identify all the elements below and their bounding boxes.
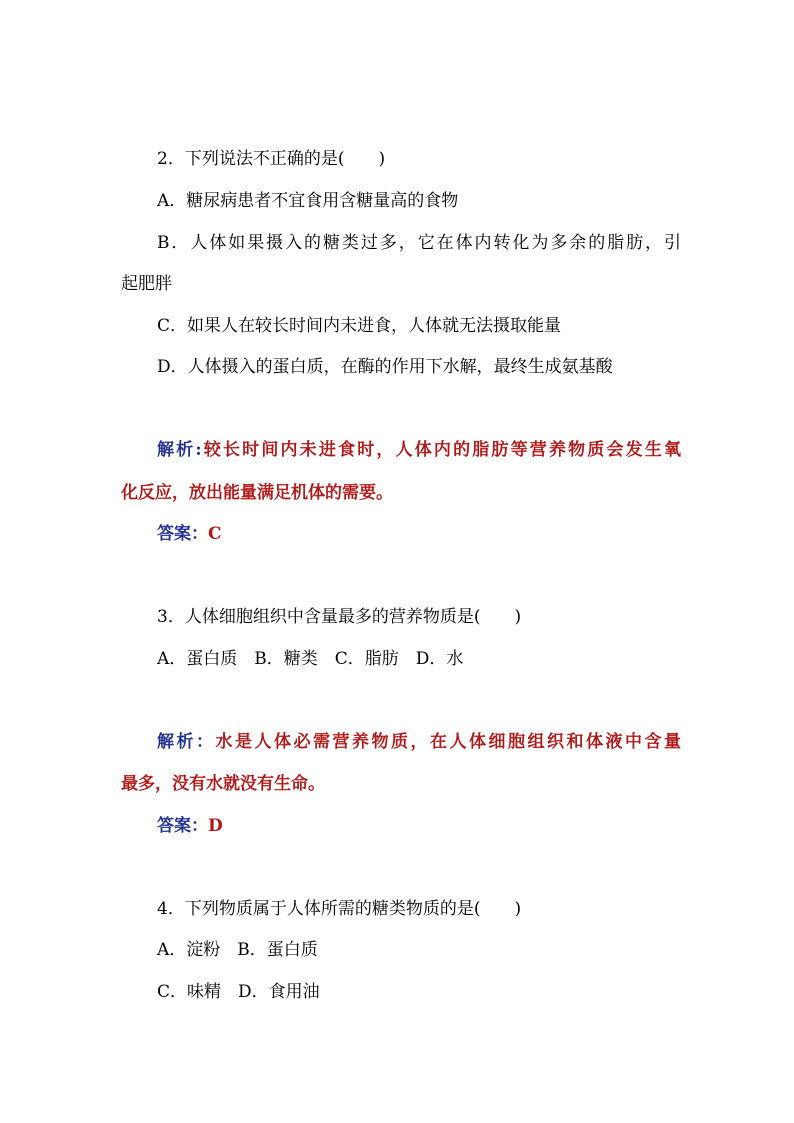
question-2-option-a: A．糖尿病患者不宜食用含糖量高的食物 (157, 191, 459, 211)
analysis-text-line-1: 水是人体必需营养物质，在人体细胞组织和体液中含量 (215, 732, 681, 752)
question-2-analysis-line-2: 化反应，放出能量满足机体的需要。 (121, 483, 393, 503)
question-3-options: A．蛋白质 B．糖类 C．脂肪 D．水 (157, 649, 464, 669)
question-2-option-b: B．人体如果摄入的糖类过多，它在体内转化为多余的脂肪，引 (157, 233, 681, 253)
question-2-option-b-continued: 起肥胖 (121, 274, 172, 294)
answer-label: 答案： (157, 524, 208, 544)
question-2-stem: 2．下列说法不正确的是( ) (157, 149, 386, 169)
answer-value: D (208, 816, 223, 836)
question-2-option-d: D．人体摄入的蛋白质，在酶的作用下水解，最终生成氨基酸 (157, 357, 613, 377)
answer-label: 答案： (157, 816, 208, 836)
answer-value: C (208, 524, 222, 544)
question-4-options-line-2: C．味精 D．食用油 (157, 982, 320, 1002)
analysis-label: 解析: (157, 440, 202, 460)
question-3-analysis (157, 731, 681, 753)
question-3-analysis-line-2: 最多，没有水就没有生命。 (121, 774, 325, 794)
question-2-answer (157, 523, 717, 545)
analysis-label: 解析： (157, 732, 216, 752)
question-2-option-c: C．如果人在较长时间内未进食，人体就无法摄取能量 (157, 316, 562, 336)
analysis-text-line-1: 较长时间内未进食时，人体内的脂肪等营养物质会发生氧 (201, 440, 681, 460)
question-3-stem: 3．人体细胞组织中含量最多的营养物质是( ) (157, 607, 522, 627)
question-2-analysis (157, 439, 681, 461)
question-3-answer (157, 815, 717, 837)
question-4-stem: 4．下列物质属于人体所需的糖类物质的是( ) (157, 899, 522, 919)
question-4-options-line-1: A．淀粉 B．蛋白质 (157, 940, 318, 960)
